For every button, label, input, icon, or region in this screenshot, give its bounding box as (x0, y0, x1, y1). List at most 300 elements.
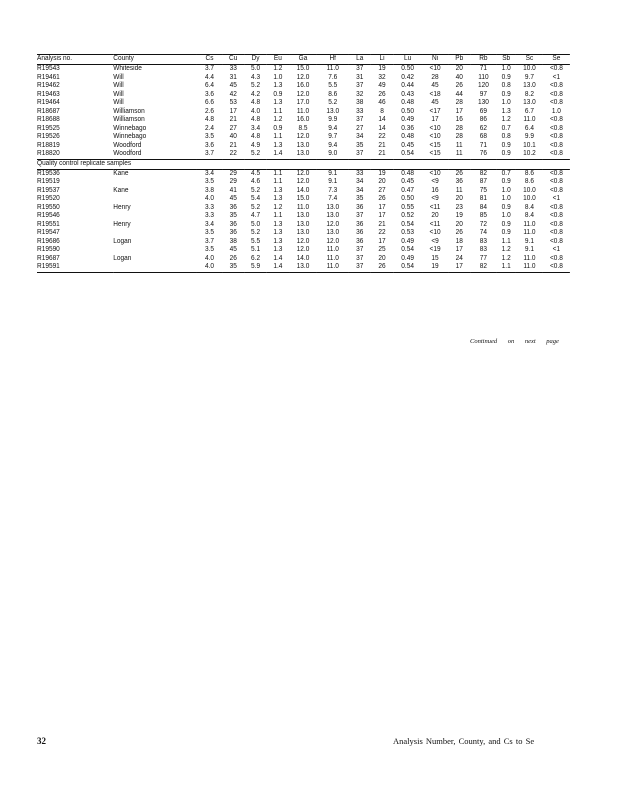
value-cell: 120 (477, 82, 489, 89)
value-cell: 1.3 (273, 141, 283, 149)
running-title: Analysis Number, County, and Cs to Se (393, 736, 535, 746)
table-row (37, 212, 570, 221)
value-cell: 1.2 (501, 246, 511, 253)
value-cell: 3.4 (251, 124, 261, 132)
value-cell: <0.8 (549, 82, 563, 89)
table-row (37, 195, 570, 204)
value-cell: 16 (431, 186, 439, 194)
value-cell: 9.9 (524, 133, 534, 140)
value-cell: 0.45 (401, 141, 414, 149)
value-cell: 13.0 (326, 212, 340, 219)
value-cell: 11.0 (523, 220, 536, 228)
value-cell: 4.8 (251, 116, 261, 123)
value-cell: 21 (378, 220, 386, 228)
value-cell: 0.7 (501, 124, 511, 132)
column-header: Dy (244, 55, 266, 65)
value-cell: 5.4 (251, 195, 261, 202)
value-cell: 37 (356, 212, 364, 219)
value-cell: 11 (455, 186, 463, 194)
county-cell (113, 178, 197, 187)
value-cell: 12.0 (296, 133, 310, 140)
value-cell: 83 (479, 237, 488, 245)
value-cell: 21 (229, 116, 237, 123)
value-cell: 4.0 (204, 195, 215, 202)
table-row (37, 246, 570, 255)
value-cell: 0.9 (501, 141, 511, 149)
value-cell: 35 (356, 195, 364, 202)
column-header: Eu (267, 55, 289, 65)
analysis-number-cell: R18687 (37, 107, 60, 115)
analysis-number-cell: R18688 (37, 116, 60, 123)
table-row (37, 125, 570, 134)
value-cell: 1.0 (501, 212, 511, 219)
value-cell: 1.0 (551, 107, 561, 115)
value-cell: 5.5 (251, 237, 261, 245)
value-cell: <0.8 (549, 65, 563, 72)
value-cell: 84 (479, 203, 488, 211)
analysis-number-cell: R18820 (37, 150, 113, 159)
county-cell (113, 229, 197, 238)
value-cell: 4.9 (251, 141, 261, 149)
value-cell: 40 (229, 133, 237, 140)
value-cell: <10 (429, 65, 441, 72)
value-cell: 8 (380, 107, 384, 115)
value-cell: 22 (378, 229, 386, 236)
value-cell: 13.0 (296, 220, 310, 228)
value-cell: 9.1 (328, 178, 338, 185)
value-cell: 26 (229, 254, 237, 262)
county-cell: Will (113, 73, 124, 81)
value-cell: 11.0 (296, 203, 310, 211)
value-cell: 16.0 (296, 82, 310, 89)
value-cell: 1.4 (267, 263, 289, 272)
value-cell: 3.5 (204, 133, 215, 140)
value-cell: 4.0 (197, 263, 222, 272)
analysis-number-cell: R19687 (37, 254, 60, 262)
value-cell: 33 (356, 169, 364, 177)
value-cell: 46 (378, 99, 386, 106)
value-cell: 9.9 (328, 116, 338, 123)
value-cell: <0.8 (549, 169, 563, 177)
value-cell: 4.6 (251, 178, 261, 185)
value-cell: <10 (429, 229, 441, 236)
value-cell: 20 (431, 212, 439, 219)
value-cell: 28 (431, 73, 439, 81)
value-cell: 17 (455, 107, 463, 115)
value-cell: <0.8 (549, 124, 563, 132)
value-cell: 11 (455, 141, 463, 149)
value-cell: <11 (429, 203, 441, 211)
county-cell: Henry (113, 220, 131, 228)
value-cell: 3.3 (204, 203, 215, 211)
value-cell: 37 (356, 116, 364, 123)
value-cell: 130 (477, 99, 489, 106)
page-number: 32 (37, 736, 46, 746)
value-cell: 11.0 (516, 263, 543, 272)
value-cell: 0.54 (393, 150, 422, 159)
value-cell: 0.9 (501, 203, 511, 211)
value-cell: 17 (378, 212, 386, 219)
value-cell: 11.0 (326, 254, 339, 262)
value-cell: 1.3 (501, 107, 511, 115)
table-row (37, 255, 570, 264)
county-cell: Kane (113, 169, 129, 177)
value-cell: <1 (552, 195, 561, 202)
value-cell: 10.0 (523, 195, 536, 202)
value-cell: 0.54 (393, 263, 422, 272)
value-cell: 3.5 (204, 178, 215, 185)
column-header: Li (371, 55, 393, 65)
table-row (37, 150, 570, 159)
analysis-number-cell: R19686 (37, 237, 60, 245)
value-cell: 0.8 (501, 82, 511, 89)
value-cell: 0.43 (401, 90, 414, 98)
table-row (37, 229, 570, 238)
value-cell: 1.4 (267, 150, 289, 159)
value-cell: 0.45 (401, 178, 414, 185)
value-cell: 1.3 (273, 195, 283, 202)
value-cell: <0.8 (549, 141, 563, 149)
value-cell: 16.0 (296, 116, 310, 123)
county-cell: Winnebago (113, 124, 147, 132)
value-cell: 41 (229, 186, 237, 194)
value-cell: 4.4 (204, 73, 215, 81)
value-cell: 13.0 (289, 150, 317, 159)
value-cell: 71 (479, 65, 488, 72)
county-cell (113, 246, 197, 255)
value-cell: <15 (422, 150, 448, 159)
value-cell: 36 (229, 220, 237, 228)
analysis-number-cell: R19519 (37, 178, 60, 185)
county-cell (113, 212, 197, 221)
value-cell: 0.49 (401, 254, 414, 262)
value-cell: 110 (478, 73, 489, 81)
value-cell: 20 (455, 195, 463, 202)
value-cell: 1.0 (501, 99, 511, 106)
value-cell: 13.0 (296, 212, 310, 219)
value-cell: 14.0 (296, 254, 310, 262)
value-cell: 31 (229, 73, 237, 81)
value-cell: 0.52 (401, 212, 414, 219)
value-cell: 11.0 (523, 254, 536, 262)
value-cell: 1.2 (273, 203, 283, 211)
county-cell: Logan (113, 237, 132, 245)
value-cell: 3.5 (204, 246, 215, 253)
value-cell: 20 (455, 65, 463, 72)
value-cell: 10.0 (523, 65, 536, 72)
value-cell: 3.5 (204, 229, 215, 236)
value-cell: 12.0 (296, 169, 310, 177)
value-cell: 19 (455, 212, 463, 219)
value-cell: 11.0 (523, 116, 536, 123)
value-cell: <0.8 (543, 150, 570, 159)
value-cell: 36 (229, 229, 237, 236)
value-cell: 11.0 (296, 107, 310, 115)
value-cell: 9.4 (328, 141, 338, 149)
table-row (37, 204, 570, 213)
column-header: Cs (197, 55, 222, 65)
value-cell: <0.8 (549, 237, 563, 245)
value-cell: 97 (479, 90, 488, 98)
value-cell: 13.0 (326, 203, 340, 211)
analysis-number-cell: R19550 (37, 203, 60, 211)
value-cell: 44 (455, 90, 463, 98)
value-cell: 0.9 (501, 73, 511, 81)
value-cell: <0.8 (549, 220, 563, 228)
county-cell: Williamson (113, 107, 145, 115)
value-cell: 45 (431, 99, 439, 106)
value-cell: 53 (229, 99, 237, 106)
table-row (37, 238, 570, 247)
value-cell: 0.9 (501, 229, 511, 236)
value-cell: 10.2 (516, 150, 543, 159)
value-cell: 1.1 (273, 178, 283, 185)
value-cell: 74 (479, 229, 488, 236)
value-cell: 4.8 (204, 116, 215, 123)
value-cell: 15.0 (296, 65, 310, 72)
value-cell: 17.0 (296, 99, 310, 106)
column-header: Ni (422, 55, 448, 65)
value-cell: 3.8 (204, 186, 215, 194)
value-cell: 31 (356, 73, 364, 81)
value-cell: 85 (479, 212, 488, 219)
analysis-number-cell: R19546 (37, 212, 60, 219)
value-cell: 0.9 (273, 124, 283, 132)
table-row (37, 142, 570, 151)
value-cell: 19 (378, 169, 386, 177)
value-cell: <0.8 (543, 263, 570, 272)
value-cell: 13.0 (326, 229, 340, 236)
value-cell: 37 (356, 254, 364, 262)
value-cell: 81 (479, 195, 488, 202)
value-cell: 36 (356, 203, 364, 211)
value-cell: 5.2 (244, 150, 266, 159)
value-cell: 35 (356, 141, 364, 149)
value-cell: 27 (378, 186, 386, 194)
value-cell: 17 (378, 237, 386, 245)
value-cell: 49 (378, 82, 386, 89)
value-cell: 16 (455, 116, 463, 123)
value-cell: 25 (378, 246, 386, 253)
value-cell: 71 (479, 141, 488, 149)
value-cell: 8.6 (524, 169, 534, 177)
value-cell: 4.0 (251, 107, 261, 115)
value-cell: 6.6 (204, 99, 215, 106)
value-cell: 26 (378, 195, 386, 202)
value-cell: 12.0 (296, 90, 310, 98)
value-cell: <0.8 (549, 186, 563, 194)
column-header: Sc (516, 55, 543, 65)
column-header: Sb (496, 55, 516, 65)
value-cell: <9 (431, 195, 439, 202)
value-cell: <0.8 (549, 133, 563, 140)
value-cell: 13.0 (289, 263, 317, 272)
data-table (37, 54, 570, 273)
value-cell: 5.5 (328, 82, 338, 89)
value-cell: <15 (429, 141, 441, 149)
table-row (37, 187, 570, 196)
column-header: Se (543, 55, 570, 65)
value-cell: 14 (378, 116, 386, 123)
value-cell: 0.44 (401, 82, 414, 89)
value-cell: 29 (229, 178, 237, 185)
table-row (37, 91, 570, 100)
value-cell: 6.2 (251, 254, 261, 262)
value-cell: 4.5 (251, 169, 261, 177)
county-cell: Woodford (113, 150, 197, 159)
value-cell: 0.7 (501, 169, 511, 177)
value-cell: 21 (378, 141, 386, 149)
value-cell: 42 (229, 90, 237, 98)
value-cell: 5.0 (251, 220, 261, 228)
value-cell: 28 (455, 99, 463, 106)
value-cell: 0.54 (401, 220, 414, 228)
value-cell: 0.50 (401, 195, 414, 202)
value-cell: 1.1 (501, 237, 511, 245)
value-cell: 9.4 (328, 124, 338, 132)
value-cell: <10 (429, 169, 441, 177)
value-cell: 27 (356, 124, 364, 132)
value-cell: 1.0 (501, 186, 511, 194)
value-cell: 7.6 (328, 73, 338, 81)
value-cell: 12.0 (326, 220, 340, 228)
value-cell: 0.49 (401, 116, 414, 123)
value-cell: 8.6 (524, 178, 534, 185)
county-cell: Will (113, 99, 124, 106)
value-cell: 6.4 (524, 124, 534, 132)
column-header: Ga (289, 55, 317, 65)
county-cell: Whiteside (113, 65, 142, 72)
value-cell: 18 (455, 237, 463, 245)
column-header: County (113, 55, 197, 65)
value-cell: 68 (479, 133, 488, 140)
table-row (37, 169, 570, 178)
value-cell: 13.0 (326, 107, 340, 115)
value-cell: <10 (429, 124, 441, 132)
value-cell: 5.0 (251, 65, 261, 72)
value-cell: 35 (222, 263, 244, 272)
value-cell: 86 (479, 116, 488, 123)
value-cell: <0.8 (549, 212, 563, 219)
value-cell: <9 (431, 178, 439, 185)
value-cell: 1.2 (501, 254, 511, 262)
county-cell (113, 263, 197, 272)
value-cell: 0.9 (273, 90, 283, 98)
qc-section-label: Quality control replicate samples (37, 159, 570, 169)
value-cell: 17 (378, 203, 386, 211)
value-cell: 0.36 (401, 124, 414, 132)
value-cell: 37 (349, 263, 371, 272)
value-cell: <0.8 (549, 178, 563, 185)
value-cell: 1.2 (273, 65, 283, 72)
value-cell: 76 (470, 150, 496, 159)
value-cell: 1.3 (273, 246, 283, 253)
value-cell: 0.8 (501, 133, 511, 140)
value-cell: 5.1 (251, 246, 261, 253)
table-row (37, 178, 570, 187)
value-cell: 24 (455, 254, 463, 262)
value-cell: 3.6 (204, 90, 215, 98)
value-cell: 36 (229, 203, 237, 211)
value-cell: <0.8 (549, 116, 563, 123)
analysis-number-cell: R19591 (37, 263, 113, 272)
analysis-number-cell: R19525 (37, 124, 60, 132)
value-cell: 2.6 (204, 107, 215, 115)
analysis-number-cell: R19520 (37, 195, 60, 202)
value-cell: 2.4 (204, 124, 215, 132)
value-cell: 1.3 (273, 82, 283, 89)
value-cell: 1.1 (273, 107, 283, 115)
value-cell: 36 (356, 220, 364, 228)
value-cell: 37 (356, 82, 364, 89)
value-cell: 12.0 (296, 178, 310, 185)
table-row (37, 221, 570, 230)
value-cell: 87 (479, 178, 488, 185)
value-cell: 0.9 (501, 90, 511, 98)
value-cell: 45 (229, 246, 237, 253)
value-cell: 5.9 (244, 263, 266, 272)
value-cell: 1.3 (273, 186, 283, 194)
county-cell: Henry (113, 203, 131, 211)
value-cell: 27 (229, 124, 237, 132)
value-cell: 7.3 (328, 186, 338, 194)
value-cell: 34 (356, 133, 364, 140)
value-cell: 11.0 (326, 65, 339, 72)
value-cell: <19 (429, 246, 441, 253)
value-cell: 15 (431, 254, 439, 262)
value-cell: 34 (356, 178, 364, 185)
value-cell: <17 (429, 107, 441, 115)
value-cell: <0.8 (549, 90, 563, 98)
value-cell: 22 (378, 133, 386, 140)
value-cell: 12.0 (296, 246, 310, 253)
value-cell: 5.2 (251, 203, 261, 211)
county-cell (113, 195, 197, 204)
value-cell: 6.4 (204, 82, 215, 89)
value-cell: 14 (378, 124, 386, 132)
value-cell: 21 (371, 150, 393, 159)
value-cell: <1 (552, 73, 561, 81)
value-cell: <9 (431, 237, 439, 245)
value-cell: 1.0 (273, 73, 283, 81)
analysis-number-cell: R19590 (37, 246, 60, 253)
value-cell: 33 (356, 107, 364, 115)
value-cell: 13.0 (523, 82, 536, 89)
value-cell: 26 (455, 82, 463, 89)
column-header: La (349, 55, 371, 65)
value-cell: 12.0 (296, 237, 310, 245)
continued-note: Continued on next page (470, 338, 559, 345)
value-cell: 28 (455, 124, 463, 132)
value-cell: 8.2 (524, 90, 534, 98)
analysis-number-cell: R19526 (37, 133, 60, 140)
value-cell: 9.7 (524, 73, 534, 81)
county-cell: Winnebago (113, 133, 147, 140)
value-cell: 0.42 (401, 73, 414, 81)
value-cell: 26 (378, 90, 386, 98)
column-header: Analysis no. (37, 55, 113, 65)
value-cell: 32 (378, 73, 386, 81)
value-cell: 37 (356, 246, 364, 253)
value-cell: 45 (229, 195, 237, 202)
value-cell: 4.0 (204, 254, 215, 262)
value-cell: 20 (455, 220, 463, 228)
value-cell: 62 (479, 124, 488, 132)
value-cell: 1.3 (273, 99, 283, 106)
value-cell: 77 (479, 254, 488, 262)
value-cell: 14.0 (296, 186, 310, 194)
value-cell: 36 (356, 237, 364, 245)
